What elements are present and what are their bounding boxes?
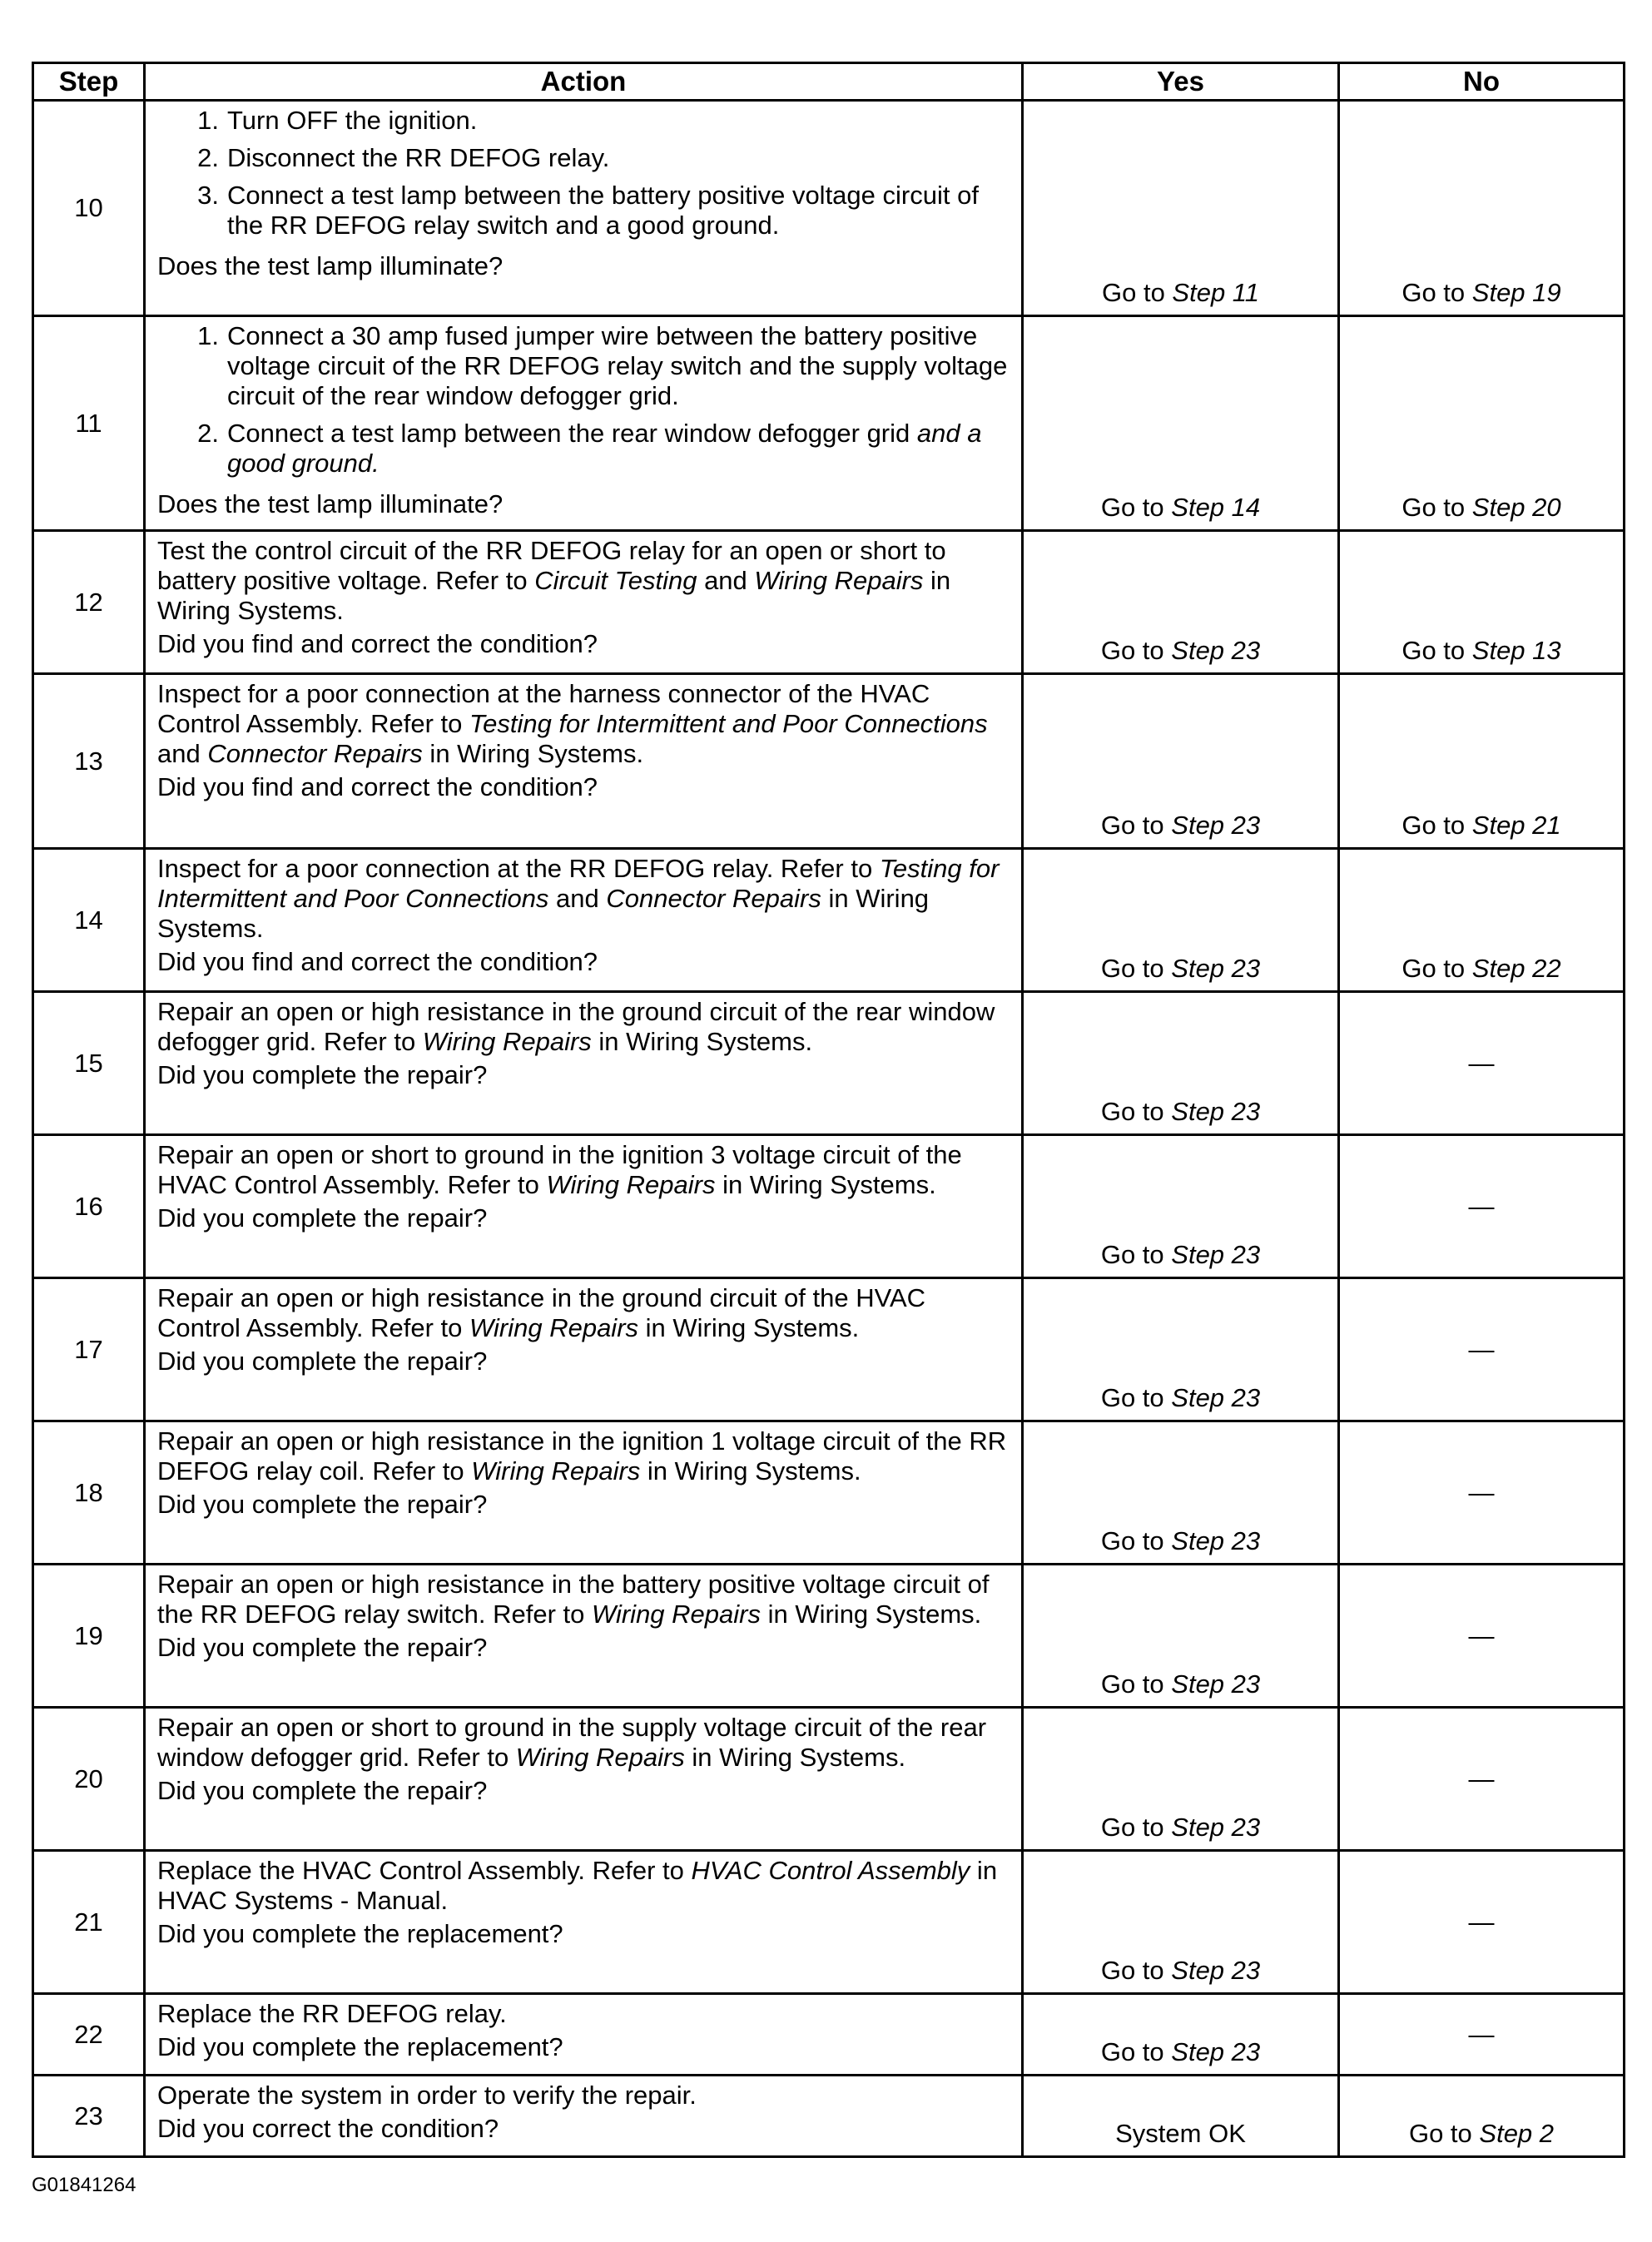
- table-row: [33, 1421, 1625, 1565]
- table-row: [33, 1994, 1625, 2076]
- yes-result: Go to Step 11: [1023, 101, 1339, 316]
- action-list-item: Connect a test lamp between the rear window defogger grid and a good ground.: [227, 419, 982, 478]
- no-result: —: [1339, 1135, 1625, 1278]
- table-row: [33, 674, 1625, 849]
- figure-id: G01841264: [32, 2174, 136, 2196]
- header-yes: Yes: [1023, 63, 1339, 101]
- action-text: Replace the HVAC Control Assembly. Refer to HVAC Control Assembly in HVAC Systems - Manual.: [157, 1856, 998, 1915]
- action-cell: [145, 992, 1023, 1135]
- action-question: Did you complete the repair?: [157, 1203, 488, 1233]
- table-row: [33, 1278, 1625, 1421]
- action-text: Repair an open or high resistance in the battery positive voltage circuit of the RR DEFOG relay switch. Refer to Wiring Repairs in Wiring Systems.: [157, 1570, 990, 1629]
- yes-result: Go to Step 23: [1023, 1135, 1339, 1278]
- action-question: Did you complete the repair?: [157, 1490, 488, 1519]
- action-question: Did you complete the repair?: [157, 1776, 488, 1805]
- action-text: Repair an open or short to ground in the ignition 3 voltage circuit of the HVAC Control Assembly. Refer to Wiring Repairs in Wiring Systems.: [157, 1140, 962, 1199]
- no-result: —: [1339, 1421, 1625, 1565]
- action-question: Did you complete the replacement?: [157, 2032, 563, 2061]
- action-cell: [145, 1278, 1023, 1421]
- action-list-item: Connect a 30 amp fused jumper wire between the battery positive voltage circuit of the RR DEFOG relay switch and the supply voltage circuit of the rear window defogger grid.: [227, 321, 1008, 410]
- step-number: 21: [33, 1851, 145, 1994]
- no-result: —: [1339, 1851, 1625, 1994]
- action-text: Inspect for a poor connection at the RR DEFOG relay. Refer to Testing for Intermittent and Poor Connections and Connector Repairs in Wiring Systems.: [157, 854, 1000, 943]
- no-result: —: [1339, 1708, 1625, 1851]
- action-question: Did you find and correct the condition?: [157, 947, 598, 976]
- no-result: Go to Step 22: [1339, 849, 1625, 992]
- action-text: Repair an open or high resistance in the ignition 1 voltage circuit of the RR DEFOG relay coil. Refer to Wiring Repairs in Wiring Systems.: [157, 1426, 1007, 1486]
- yes-result: Go to Step 23: [1023, 531, 1339, 674]
- step-number: 14: [33, 849, 145, 992]
- action-text: Test the control circuit of the RR DEFOG relay for an open or short to battery positive voltage. Refer to Circuit Testing and Wiring Repairs in Wiring Systems.: [157, 536, 951, 625]
- yes-result: Go to Step 23: [1023, 1421, 1339, 1565]
- diagnostic-table: [32, 62, 1623, 2158]
- step-number: 15: [33, 992, 145, 1135]
- action-question: Does the test lamp illuminate?: [157, 489, 504, 518]
- no-result: —: [1339, 992, 1625, 1135]
- step-number: 17: [33, 1278, 145, 1421]
- no-result: —: [1339, 1994, 1625, 2076]
- header-no: No: [1339, 63, 1625, 101]
- action-list-item: Disconnect the RR DEFOG relay.: [227, 143, 610, 172]
- steps-table: [32, 62, 1625, 2158]
- yes-result: Go to Step 14: [1023, 316, 1339, 531]
- action-text: Repair an open or high resistance in the ground circuit of the rear window defogger grid. Refer to Wiring Repairs in Wiring Systems.: [157, 997, 995, 1056]
- action-text: Repair an open or short to ground in the supply voltage circuit of the rear window defogger grid. Refer to Wiring Repairs in Wiring Systems.: [157, 1713, 987, 1772]
- yes-result: Go to Step 23: [1023, 992, 1339, 1135]
- no-result: —: [1339, 1278, 1625, 1421]
- action-text: Inspect for a poor connection at the harness connector of the HVAC Control Assembly. Refer to Testing for Intermittent and Poor Connections and Connector Repairs in Wiring Systems.: [157, 679, 988, 768]
- action-cell: [145, 1135, 1023, 1278]
- table-row: [33, 1851, 1625, 1994]
- action-cell: 1. Connect a 30 amp fused jumper wire between the battery positive voltage circuit of the RR DEFOG relay switch and the supply voltage circuit of the rear window defogger grid. 2. Connect a test lamp between the rear window defogger grid and a good ground. Does the test lamp illuminate?: [145, 316, 1023, 531]
- action-text: Operate the system in order to verify the repair.: [157, 2081, 697, 2110]
- no-result: Go to Step 20: [1339, 316, 1625, 531]
- action-cell: [145, 849, 1023, 992]
- table-row: [33, 849, 1625, 992]
- step-number: 19: [33, 1565, 145, 1708]
- step-number: 16: [33, 1135, 145, 1278]
- no-result: Go to Step 19: [1339, 101, 1625, 316]
- yes-result: Go to Step 23: [1023, 674, 1339, 849]
- yes-result: Go to Step 23: [1023, 849, 1339, 992]
- action-question: Did you correct the condition?: [157, 2114, 499, 2143]
- action-cell: 1. Turn OFF the ignition. 2. Disconnect the RR DEFOG relay. 3. Connect a test lamp between the battery positive voltage circuit of the RR DEFOG relay switch and a good ground. Does the test lamp illuminate?: [145, 101, 1023, 316]
- table-row: [33, 316, 1625, 531]
- action-text: Repair an open or high resistance in the ground circuit of the HVAC Control Assembly. Refer to Wiring Repairs in Wiring Systems.: [157, 1283, 926, 1342]
- action-cell: [145, 674, 1023, 849]
- header-action: Action: [145, 63, 1023, 101]
- yes-result: Go to Step 23: [1023, 1708, 1339, 1851]
- step-number: 18: [33, 1421, 145, 1565]
- step-number: 11: [33, 316, 145, 531]
- action-cell: [145, 531, 1023, 674]
- action-cell: [145, 2076, 1023, 2157]
- step-number: 13: [33, 674, 145, 849]
- action-cell: [145, 1851, 1023, 1994]
- action-question: Did you find and correct the condition?: [157, 772, 598, 801]
- action-cell: [145, 1565, 1023, 1708]
- action-list-item: Connect a test lamp between the battery positive voltage circuit of the RR DEFOG relay switch and a good ground.: [227, 181, 979, 240]
- action-question: Did you complete the repair?: [157, 1347, 488, 1376]
- action-list-item: Turn OFF the ignition.: [227, 106, 478, 135]
- no-result: Go to Step 21: [1339, 674, 1625, 849]
- yes-result: Go to Step 23: [1023, 1851, 1339, 1994]
- yes-result: System OK: [1023, 2076, 1339, 2157]
- table-row: [33, 1135, 1625, 1278]
- table-row: [33, 2076, 1625, 2157]
- action-cell: [145, 1994, 1023, 2076]
- step-number: 10: [33, 101, 145, 316]
- yes-result: Go to Step 23: [1023, 1278, 1339, 1421]
- step-number: 20: [33, 1708, 145, 1851]
- action-question: Did you complete the repair?: [157, 1060, 488, 1089]
- no-result: Go to Step 13: [1339, 531, 1625, 674]
- table-row: [33, 101, 1625, 316]
- action-question: Did you find and correct the condition?: [157, 629, 598, 658]
- table-row: [33, 1708, 1625, 1851]
- no-result: —: [1339, 1565, 1625, 1708]
- step-number: 22: [33, 1994, 145, 2076]
- yes-result: Go to Step 23: [1023, 1994, 1339, 2076]
- table-row: [33, 1565, 1625, 1708]
- step-number: 12: [33, 531, 145, 674]
- action-cell: [145, 1421, 1023, 1565]
- no-result: Go to Step 2: [1339, 2076, 1625, 2157]
- step-number: 23: [33, 2076, 145, 2157]
- action-cell: [145, 1708, 1023, 1851]
- action-text: Replace the RR DEFOG relay.: [157, 1999, 507, 2028]
- header-row: [33, 63, 1625, 101]
- header-step: Step: [33, 63, 145, 101]
- table-row: [33, 992, 1625, 1135]
- table-row: [33, 531, 1625, 674]
- yes-result: Go to Step 23: [1023, 1565, 1339, 1708]
- action-question: Did you complete the replacement?: [157, 1919, 563, 1948]
- action-question: Does the test lamp illuminate?: [157, 251, 504, 280]
- action-question: Did you complete the repair?: [157, 1633, 488, 1662]
